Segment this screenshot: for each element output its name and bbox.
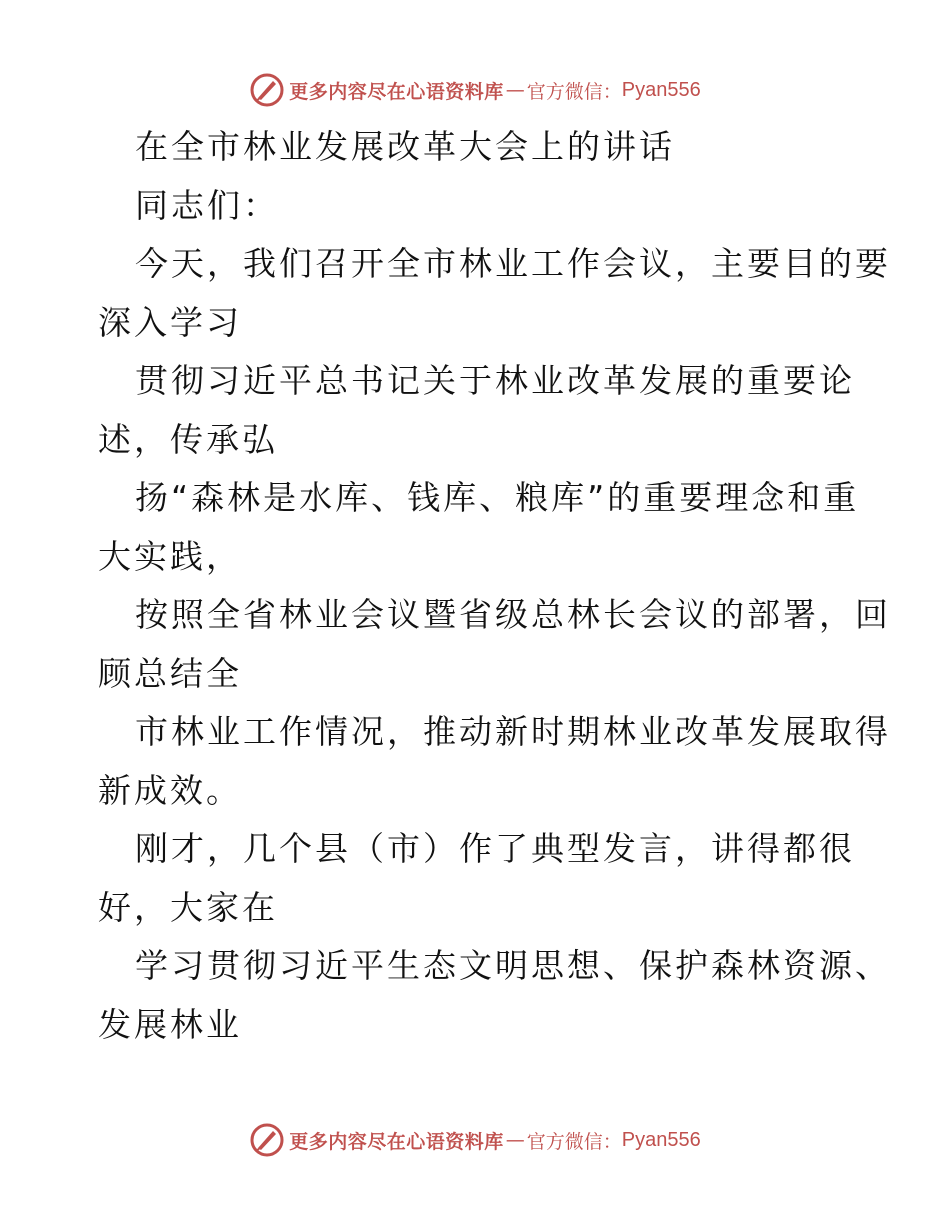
paragraph-line: 扬“森林是水库、钱库、粮库”的重要理念和重 — [135, 478, 860, 517]
banner-wechat-id: Pyan556 — [621, 1128, 701, 1151]
paragraph-line: 贯彻习近平总书记关于林业改革发展的重要论 — [135, 361, 855, 400]
banner-wechat-label: 官方微信： — [526, 80, 622, 103]
salutation: 同志们： — [135, 185, 279, 225]
paragraph-line: 刚才，几个县（市）作了典型发言，讲得都很 — [135, 829, 855, 868]
banner-wechat-label: 官方微信： — [526, 1130, 622, 1153]
paragraph-line: 大实践， — [98, 536, 242, 576]
paragraph-line: 顾总结全 — [98, 653, 242, 693]
banner-dash: — — [505, 79, 525, 101]
footer-banner — [0, 1120, 950, 1160]
quill-logo-icon — [249, 1122, 285, 1158]
paragraph-line: 今天，我们召开全市林业工作会议，主要目的要 — [135, 244, 891, 283]
header-banner — [0, 70, 950, 110]
banner-wechat-id: Pyan556 — [621, 78, 701, 101]
paragraph-line: 新成效。 — [98, 770, 242, 810]
banner-brand-text: 更多内容尽在心语资料库 — [289, 80, 504, 103]
document-body — [98, 118, 891, 1054]
banner-dash: — — [505, 1129, 525, 1151]
paragraph-line: 发展林业 — [98, 1004, 242, 1044]
paragraph-line: 市林业工作情况，推动新时期林业改革发展取得 — [135, 712, 891, 751]
quill-logo-icon — [249, 72, 285, 108]
paragraph-line: 好，大家在 — [98, 887, 278, 927]
banner-brand-text: 更多内容尽在心语资料库 — [289, 1130, 504, 1153]
paragraph-line: 述，传承弘 — [98, 419, 278, 459]
paragraph-line: 深入学习 — [98, 302, 242, 342]
document-title: 在全市林业发展改革大会上的讲话 — [135, 127, 675, 166]
paragraph-line: 学习贯彻习近平生态文明思想、保护森林资源、 — [135, 946, 891, 985]
paragraph-line: 按照全省林业会议暨省级总林长会议的部署，回 — [135, 595, 891, 634]
